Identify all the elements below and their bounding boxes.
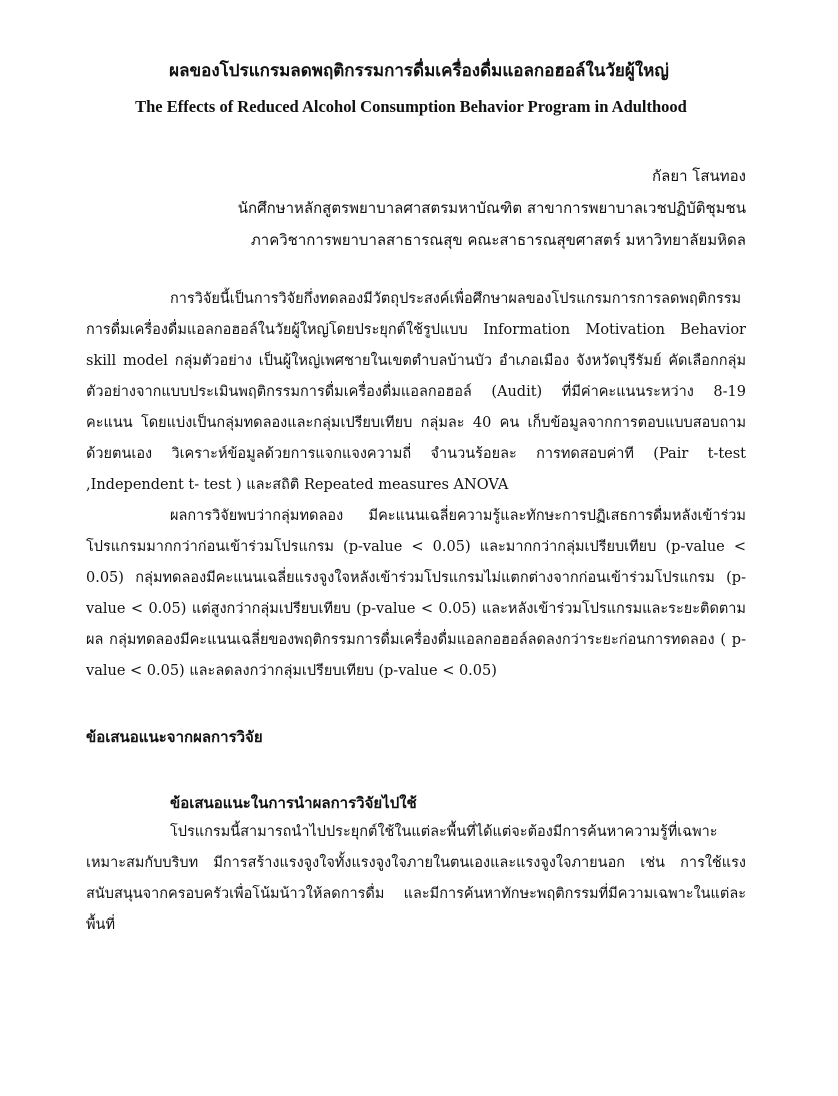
english-title: The Effects of Reduced Alcohol Consumption Behavior Program in Adulthood — [135, 97, 687, 116]
thai-title: ผลของโปรแกรมลดพฤติกรรมการดื่มเครื่องดื่มแอลกอฮอล์ในวัยผู้ใหญ่ — [169, 61, 669, 81]
author-affiliation-program: นักศึกษาหลักสูตรพยาบาลศาสตรมหาบัณฑิต สาขาการพยาบาลเวชปฏิบัติชุมชน — [237, 199, 746, 217]
recommendations-subheading: ข้อเสนอแนะในการนำผลการวิจัยไปใช้ — [170, 794, 417, 812]
abstract-paragraph-results: ผลการวิจัยพบว่ากลุ่มทดลอง มีคะแนนเฉลี่ยความรู้และทักษะการปฏิเสธการดื่มหลังเข้าร่วมโปรแกรมมากกว่าก่อนเข้าร่วมโปรแกรม (p-value < 0.05) และมากกว่ากลุ่มเปรียบเทียบ (p-value < 0.05) กลุ่มทดลองมีคะแนนเฉลี่ยแรงจูงใจหลังเข้าร่วมโปรแกรมไม่แตกต่างจากก่อนเข้าร่วมโปรแกรม (p-value < 0.05) แต่สูงกว่ากลุ่มเปรียบเทียบ (p-value < 0.05) และหลังเข้าร่วมโปรแกรมและระยะติดตามผล กลุ่มทดลองมีคะแนนเฉลี่ยของพฤติกรรมการดื่มเครื่องดื่มแอลกอฮอล์ลดลงกว่าระยะก่อนการทดลอง ( p-value < 0.05) และลดลงกว่ากลุ่มเปรียบเทียบ (p-value < 0.05) — [86, 508, 746, 679]
recommendations-body — [86, 817, 746, 941]
author-affiliation-department: ภาควิชาการพยาบาลสาธารณสุข คณะสาธารณสุขศาสตร์ มหาวิทยาลัยมหิดล — [250, 231, 746, 249]
author-block — [106, 160, 746, 256]
recommendations-heading: ข้อเสนอแนะจากผลการวิจัย — [86, 728, 263, 746]
recommendations-paragraph: โปรแกรมนี้สามารถนำไปประยุกต์ใช้ในแต่ละพื้นที่ได้แต่จะต้องมีการค้นหาความรู้ที่เฉพาะเหมาะสมกับบริบท มีการสร้างแรงจูงใจทั้งแรงจูงใจภายในตนเองและแรงจูงใจภายนอก เช่น การใช้แรงสนับสนุนจากครอบครัวเพื่อโน้มน้าวให้ลดการดื่ม และมีการค้นหาทักษะพฤติกรรมที่มีความเฉพาะในแต่ละพื้นที่ — [86, 824, 746, 933]
author-name: กัลยา โสนทอง — [652, 167, 746, 185]
abstract-paragraph-methods: การวิจัยนี้เป็นการวิจัยกึ่งทดลองมีวัตถุประสงค์เพื่อศึกษาผลของโปรแกรมการการลดพฤติกรรมการดื่มเครื่องดื่มแอลกอฮอล์ในวัยผู้ใหญ่โดยประยุกต์ใช้รูปแบบ Information Motivation Behavior skill model กลุ่มตัวอย่าง เป็นผู้ใหญ่เพศชายในเขตตำบลบ้านบัว อำเภอเมือง จังหวัดบุรีรัมย์ คัดเลือกกลุ่มตัวอย่างจากแบบประเมินพฤติกรรมการดื่มเครื่องดื่มแอลกอฮอล์ (Audit) ที่มีค่าคะแนนระหว่าง 8-19 คะแนน โดยแบ่งเป็นกลุ่มทดลองและกลุ่มเปรียบเทียบ กลุ่มละ 40 คน เก็บข้อมูลจากการตอบแบบสอบถามด้วยตนเอง วิเคราะห์ข้อมูลด้วยการแจกแจงความถี่ จำนวนร้อยละ การทดสอบค่าที (Pair t-test ,Independent t- test ) และสถิติ Repeated measures ANOVA — [86, 291, 746, 493]
abstract — [86, 284, 746, 687]
